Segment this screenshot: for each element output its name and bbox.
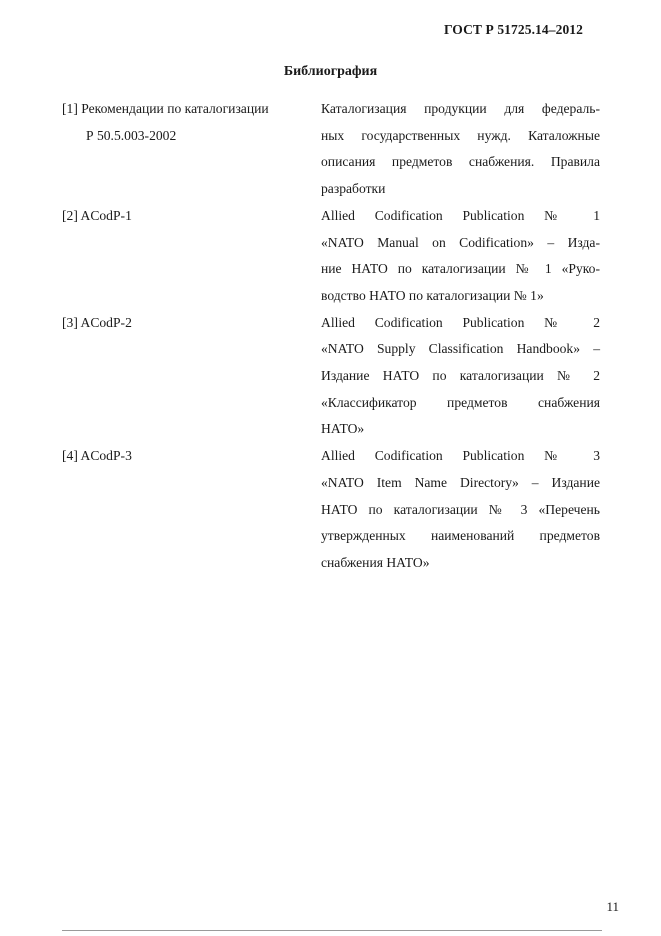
entry-description-line: Каталогизация продукции для федераль-: [321, 101, 600, 116]
footer-divider: [62, 930, 602, 931]
entry-description-line: НАТО»: [321, 421, 365, 437]
entry-reference: [62, 203, 321, 310]
entry-description-line: Издание НАТО по каталогизации № 2: [321, 368, 600, 384]
entry-description-line: разработки: [321, 181, 386, 197]
entry-description-line: утвержденных наименований предметов: [321, 528, 600, 544]
document-standard-number: ГОСТ Р 51725.14–2012: [443, 22, 583, 37]
page-number: 11: [606, 899, 619, 914]
entry-description: [321, 443, 600, 577]
bibliography-list: [62, 96, 600, 577]
entry-description-line: Allied Codification Publication № 3: [321, 448, 600, 464]
entry-description-line: «NATO Manual on Codification» – Изда-: [321, 234, 600, 250]
entry-description-line: Allied Codification Publication № 1: [321, 207, 600, 223]
entry-reference: [62, 310, 321, 444]
bibliography-entry: [62, 96, 600, 203]
bibliography-entry: [62, 310, 600, 444]
entry-reference-line: Р 50.5.003-2002: [86, 127, 177, 143]
entry-reference-line: [3] ACodP-2: [62, 314, 132, 330]
entry-reference: [62, 96, 321, 203]
entry-reference-line: [1] Рекомендации по каталогизации: [62, 101, 269, 116]
entry-description-line: «NATO Supply Classification Handbook» –: [321, 341, 600, 357]
entry-description-line: «Классификатор предметов снабжения: [321, 394, 600, 410]
entry-description-line: Allied Codification Publication № 2: [321, 314, 600, 330]
entry-reference-line: [4] ACodP-3: [62, 448, 132, 464]
page-title: Библиография: [283, 64, 378, 79]
entry-description-line: «NATO Item Name Directory» – Издание: [321, 474, 600, 490]
entry-description: [321, 96, 600, 203]
entry-description-line: ных государственных нужд. Каталожные: [321, 127, 600, 143]
bibliography-entry: [62, 203, 600, 310]
entry-reference: [62, 443, 321, 577]
entry-description-line: описания предметов снабжения. Правила: [321, 154, 600, 170]
entry-description-line: НАТО по каталогизации № 3 «Перечень: [321, 501, 600, 517]
entry-description-line: снабжения НАТО»: [321, 554, 430, 570]
bibliography-entry: [62, 443, 600, 577]
entry-description: [321, 310, 600, 444]
entry-description-line: ние НАТО по каталогизации № 1 «Руко-: [321, 261, 600, 277]
entry-reference-line: [2] ACodP-1: [62, 207, 132, 223]
entry-description: [321, 203, 600, 310]
entry-description-line: водство НАТО по каталогизации № 1»: [321, 287, 544, 303]
